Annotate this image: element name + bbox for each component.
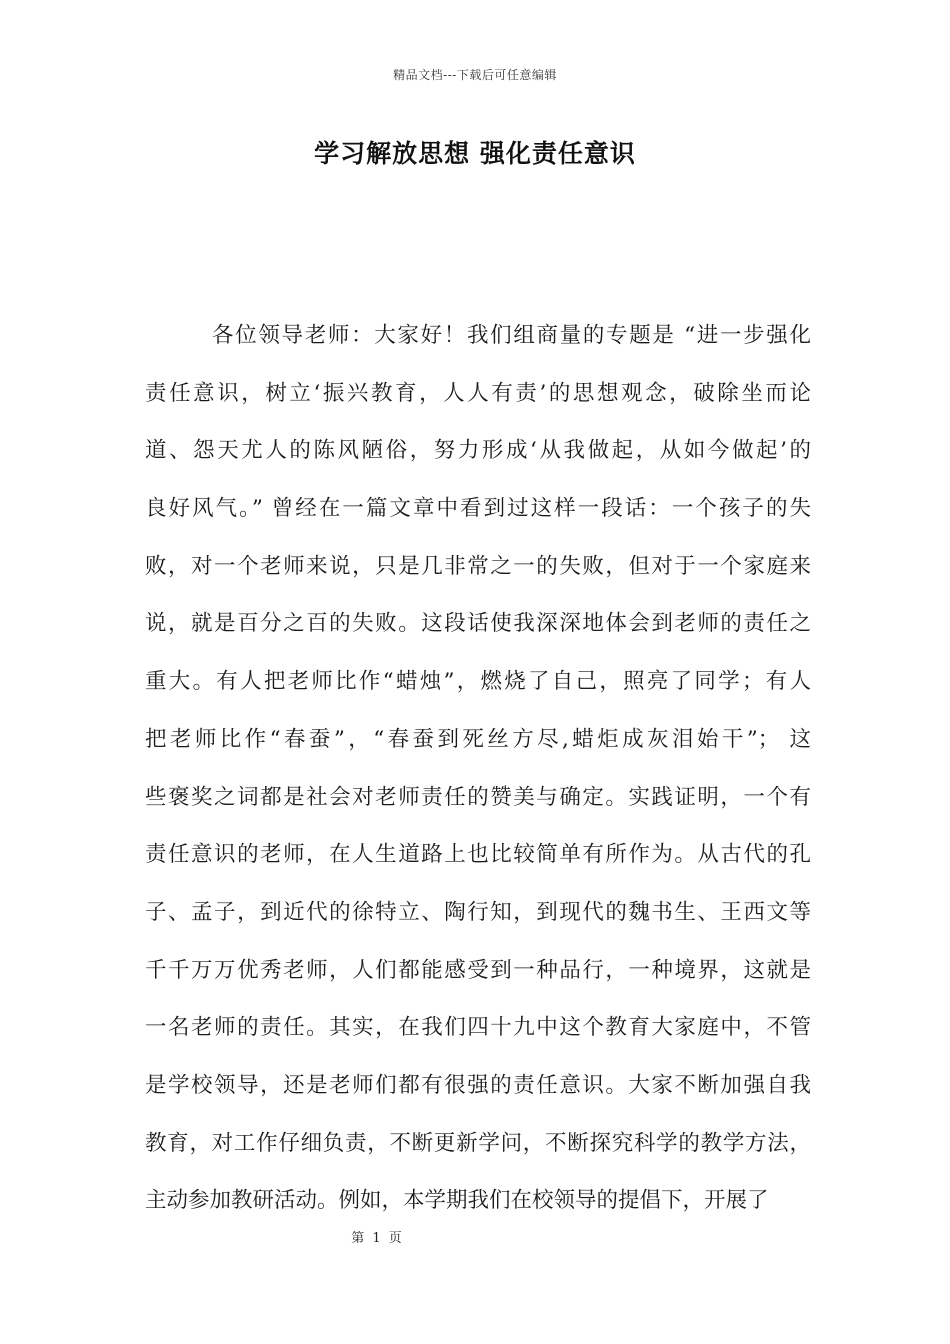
body-line: 道、怨天尤人的陈风陋俗，努力形成‘从我做起，从如今做起’的 bbox=[145, 438, 811, 464]
body-line: 些褒奖之词都是社会对老师责任的赞美与确定。实践证明，一个有 bbox=[145, 784, 811, 810]
body-line: 一名老师的责任。其实，在我们四十九中这个教育大家庭中，不管 bbox=[145, 1015, 811, 1041]
body-line: 败，对一个老师来说，只是几非常之一的失败，但对于一个家庭来 bbox=[145, 553, 811, 579]
body-line: 良好风气。” 曾经在一篇文章中看到过这样一段话：一个孩子的失 bbox=[145, 496, 811, 522]
body-line: 责任意识，树立‘振兴教育，人人有责’的思想观念，破除坐而论 bbox=[145, 380, 811, 406]
body-line: 说，就是百分之百的失败。这段话使我深深地体会到老师的责任之 bbox=[145, 611, 811, 637]
body-line: 千千万万优秀老师，人们都能感受到一种品行，一种境界，这就是 bbox=[145, 957, 811, 983]
body-line: 是学校领导，还是老师们都有很强的责任意识。大家不断加强自我 bbox=[145, 1072, 811, 1098]
body-line: 子、孟子，到近代的徐特立、陶行知，到现代的魏书生、王西文等 bbox=[145, 899, 811, 925]
body-line: 各位领导老师：大家好！我们组商量的专题是 “进一步强化 bbox=[212, 323, 811, 348]
body-line: 教育，对工作仔细负责，不断更新学问，不断探究科学的教学方法， bbox=[145, 1130, 811, 1156]
document-title: 学习解放思想 强化责任意识 bbox=[314, 139, 636, 168]
body-line: 重大。有人把老师比作“蜡烛”，燃烧了自己，照亮了同学；有人 bbox=[145, 669, 811, 695]
body-line: 责任意识的老师，在人生道路上也比较简单有所作为。从古代的孔 bbox=[145, 842, 811, 868]
page-number: 第 1 页 bbox=[351, 1231, 404, 1246]
page-header: 精品文档---下载后可任意编辑 bbox=[393, 68, 557, 82]
body-line: 把老师比作“春蚕”，“春蚕到死丝方尽,蜡炬成灰泪始干”； 这 bbox=[145, 726, 811, 752]
document-body bbox=[145, 318, 811, 1241]
body-line: 主动参加教研活动。例如，本学期我们在校领导的提倡下，开展了 bbox=[145, 1188, 769, 1214]
